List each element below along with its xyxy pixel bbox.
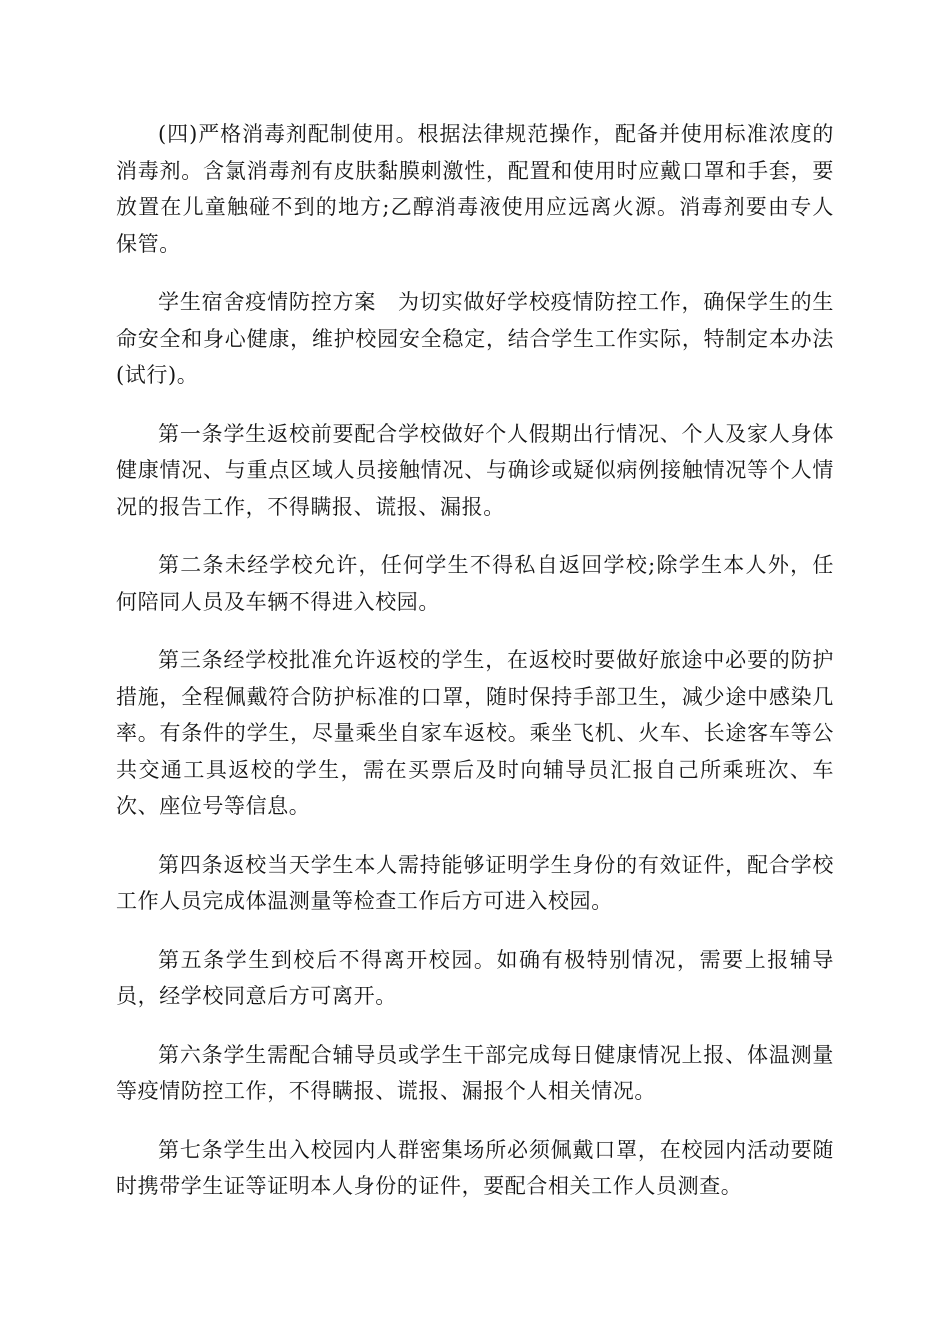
paragraph-article-2: 第二条未经学校允许，任何学生不得私自返回学校;除学生本人外，任何陪同人员及车辆不得进入校园。 [116,553,834,614]
paragraph-article-4: 第四条返校当天学生本人需持能够证明学生身份的有效证件，配合学校工作人员完成体温测量等检查工作后方可进入校园。 [116,852,834,913]
paragraph-article-7: 第七条学生出入校园内人群密集场所必须佩戴口罩，在校园内活动要随时携带学生证等证明本人身份的证件，要配合相关工作人员测查。 [116,1137,834,1198]
paragraph-dormitory-plan-intro: 学生宿舍疫情防控方案 为切实做好学校疫情防控工作，确保学生的生命安全和身心健康，维护校园安全稳定，结合学生工作实际，特制定本办法(试行)。 [116,290,834,387]
paragraph-disinfectant-usage: (四)严格消毒剂配制使用。根据法律规范操作，配备并使用标准浓度的消毒剂。含氯消毒剂有皮肤黏膜刺激性，配置和使用时应戴口罩和手套，要放置在儿童触碰不到的地方;乙醇消毒液使用应远离火源。消毒剂要由专人保管。 [116,122,834,256]
paragraph-article-5: 第五条学生到校后不得离开校园。如确有极特别情况，需要上报辅导员，经学校同意后方可离开。 [116,947,834,1008]
document-body [116,116,834,1227]
paragraph-article-1: 第一条学生返校前要配合学校做好个人假期出行情况、个人及家人身体健康情况、与重点区域人员接触情况、与确诊或疑似病例接触情况等个人情况的报告工作，不得瞒报、谎报、漏报。 [116,421,834,519]
paragraph-article-6: 第六条学生需配合辅导员或学生干部完成每日健康情况上报、体温测量等疫情防控工作，不得瞒报、谎报、漏报个人相关情况。 [116,1042,834,1103]
paragraph-article-3: 第三条经学校批准允许返校的学生，在返校时要做好旅途中必要的防护措施，全程佩戴符合防护标准的口罩，随时保持手部卫生，减少途中感染几率。有条件的学生，尽量乘坐自家车返校。乘坐飞机、火车、长途客车等公共交通工具返校的学生，需在买票后及时向辅导员汇报自己所乘班次、车次、座位号等信息。 [116,648,834,818]
